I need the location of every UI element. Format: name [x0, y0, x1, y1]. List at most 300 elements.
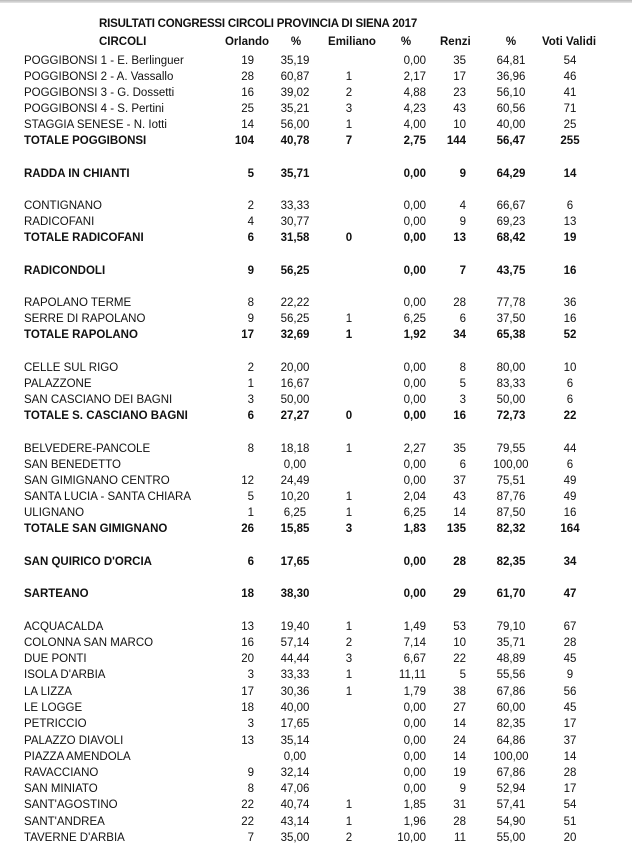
cell-emiliano-pct: 0,00 [403, 168, 426, 180]
cell-circolo: PALAZZO DIAVOLI [24, 735, 124, 747]
cell-circolo: TAVERNE D'ARBIA [24, 832, 125, 844]
cell-renzi: 144 [446, 135, 466, 147]
cell-voti-validi: 49 [563, 491, 577, 503]
cell-circolo: BELVEDERE-PANCOLE [24, 443, 151, 455]
cell-orlando: 8 [247, 297, 254, 309]
cell-renzi-pct: 52,94 [496, 783, 526, 795]
cell-renzi-pct: 79,10 [496, 621, 526, 633]
cell-circolo: RAPOLANO TERME [24, 297, 132, 309]
cell-orlando: 17 [241, 686, 254, 698]
cell-emiliano-pct: 0,00 [403, 232, 426, 244]
cell-renzi: 28 [453, 556, 466, 568]
cell-voti-validi: 6 [566, 200, 574, 212]
cell-emiliano: 1 [345, 507, 353, 519]
header-orlando: Orlando [224, 36, 270, 48]
cell-orlando-pct: 35,14 [280, 735, 310, 747]
cell-circolo: LA LIZZA [24, 686, 72, 698]
cell-emiliano: 1 [345, 799, 353, 811]
cell-orlando-pct: 57,14 [280, 637, 310, 649]
cell-renzi-pct: 100,00 [493, 459, 529, 471]
cell-voti-validi: 6 [566, 394, 574, 406]
table-row [0, 651, 632, 667]
cell-emiliano-pct: 4,88 [403, 87, 426, 99]
cell-circolo: CELLE SUL RIGO [24, 362, 119, 374]
cell-emiliano: 2 [345, 87, 353, 99]
cell-orlando-pct: 15,85 [280, 523, 310, 535]
cell-circolo: SANTA LUCIA - SANTA CHIARA [24, 491, 192, 503]
cell-renzi: 10 [453, 637, 466, 649]
cell-emiliano: 3 [345, 653, 353, 665]
cell-emiliano: 1 [345, 71, 353, 83]
table-row [0, 198, 632, 214]
cell-emiliano: 1 [345, 329, 353, 341]
table-row [0, 473, 632, 489]
table-row [0, 749, 632, 765]
cell-orlando: 19 [241, 55, 254, 67]
cell-voti-validi: 17 [563, 783, 577, 795]
table-row-total [0, 554, 632, 570]
cell-emiliano-pct: 4,23 [403, 103, 426, 115]
cell-emiliano: 1 [345, 491, 353, 503]
cell-voti-validi: 54 [563, 55, 577, 67]
cell-renzi: 3 [459, 394, 466, 406]
cell-circolo: LE LOGGE [24, 702, 83, 714]
cell-renzi: 14 [453, 718, 466, 730]
cell-emiliano: 3 [345, 523, 353, 535]
cell-orlando: 9 [247, 265, 254, 277]
cell-voti-validi: 45 [563, 702, 577, 714]
table-row [0, 765, 632, 781]
cell-emiliano-pct: 1,49 [403, 621, 426, 633]
cell-orlando-pct: 30,36 [280, 686, 310, 698]
cell-emiliano-pct: 0,00 [403, 702, 426, 714]
cell-orlando-pct: 60,87 [280, 71, 310, 83]
cell-orlando: 4 [247, 216, 254, 228]
cell-emiliano-pct: 7,14 [403, 637, 426, 649]
cell-circolo: ISOLA D'ARBIA [24, 669, 106, 681]
table-row-total [0, 521, 632, 537]
cell-circolo: TOTALE RAPOLANO [24, 329, 138, 341]
table-row [0, 457, 632, 473]
cell-orlando-pct: 38,30 [280, 588, 310, 600]
cell-renzi: 35 [453, 55, 466, 67]
table-row [0, 360, 632, 376]
cell-circolo: SAN BENEDETTO [24, 459, 121, 471]
cell-emiliano-pct: 0,00 [403, 588, 426, 600]
cell-renzi-pct: 77,78 [496, 297, 526, 309]
cell-circolo: TOTALE POGGIBONSI [24, 135, 147, 147]
cell-renzi-pct: 100,00 [493, 751, 529, 763]
cell-orlando-pct: 17,65 [280, 718, 310, 730]
cell-renzi: 27 [453, 702, 466, 714]
cell-orlando: 5 [247, 168, 254, 180]
cell-orlando-pct: 6,25 [283, 507, 307, 519]
cell-orlando: 8 [247, 443, 254, 455]
cell-renzi: 19 [453, 767, 466, 779]
cell-renzi: 43 [453, 491, 466, 503]
cell-renzi: 11 [454, 832, 466, 844]
table-row-total [0, 230, 632, 246]
cell-orlando-pct: 22,22 [280, 297, 310, 309]
table-row [0, 69, 632, 85]
cell-circolo: TOTALE RADICOFANI [24, 232, 144, 244]
cell-orlando-pct: 40,00 [280, 702, 310, 714]
cell-orlando: 7 [247, 832, 254, 844]
cell-orlando-pct: 39,02 [280, 87, 310, 99]
table-row [0, 214, 632, 230]
cell-orlando-pct: 40,78 [280, 135, 310, 147]
cell-renzi: 7 [459, 265, 466, 277]
cell-emiliano: 1 [345, 443, 353, 455]
cell-renzi-pct: 55,56 [496, 669, 526, 681]
cell-emiliano-pct: 0,00 [403, 718, 426, 730]
cell-emiliano-pct: 0,00 [403, 297, 426, 309]
cell-circolo: POGGIBONSI 3 - G. Dossetti [24, 87, 175, 99]
cell-renzi: 38 [453, 686, 466, 698]
cell-emiliano-pct: 6,67 [403, 653, 426, 665]
cell-orlando-pct: 30,77 [280, 216, 310, 228]
cell-voti-validi: 13 [563, 216, 577, 228]
table-row [0, 667, 632, 683]
cell-emiliano-pct: 2,75 [403, 135, 426, 147]
cell-renzi-pct: 72,73 [496, 410, 526, 422]
cell-voti-validi: 14 [563, 168, 577, 180]
cell-circolo: SERRE DI RAPOLANO [24, 313, 146, 325]
cell-emiliano-pct: 0,00 [403, 475, 426, 487]
cell-renzi-pct: 56,10 [496, 87, 526, 99]
cell-orlando-pct: 56,25 [280, 265, 310, 277]
cell-emiliano-pct: 0,00 [403, 394, 426, 406]
cell-emiliano-pct: 0,00 [403, 410, 426, 422]
cell-renzi-pct: 83,33 [496, 378, 526, 390]
cell-orlando-pct: 31,58 [280, 232, 310, 244]
table-row [0, 635, 632, 651]
table-row [0, 311, 632, 327]
table-row-total [0, 166, 632, 182]
cell-emiliano-pct: 0,00 [403, 767, 426, 779]
cell-renzi-pct: 82,35 [496, 718, 526, 730]
cell-renzi-pct: 60,56 [496, 103, 526, 115]
cell-circolo: RADDA IN CHIANTI [24, 168, 130, 180]
cell-circolo: PETRICCIO [24, 718, 87, 730]
cell-emiliano-pct: 6,25 [403, 313, 426, 325]
cell-voti-validi: 6 [566, 459, 574, 471]
table-row [0, 117, 632, 133]
cell-voti-validi: 37 [563, 735, 577, 747]
cell-circolo: SAN CASCIANO DEI BAGNI [24, 394, 173, 406]
table-row-total [0, 586, 632, 602]
cell-renzi: 22 [453, 653, 466, 665]
cell-voti-validi: 164 [560, 523, 580, 535]
cell-renzi: 135 [446, 523, 466, 535]
cell-emiliano: 2 [345, 637, 353, 649]
cell-orlando-pct: 35,21 [280, 103, 310, 115]
cell-emiliano-pct: 2,17 [403, 71, 426, 83]
cell-orlando: 9 [247, 767, 254, 779]
cell-orlando-pct: 47,06 [280, 783, 310, 795]
cell-emiliano-pct: 0,00 [403, 378, 426, 390]
cell-renzi-pct: 87,50 [496, 507, 526, 519]
header-orlando-pct: % [290, 36, 302, 48]
cell-renzi-pct: 64,29 [496, 168, 526, 180]
cell-voti-validi: 56 [563, 686, 577, 698]
cell-circolo: PALAZZONE [24, 378, 92, 390]
table-row [0, 295, 632, 311]
cell-emiliano-pct: 10,00 [397, 832, 426, 844]
cell-orlando-pct: 40,74 [280, 799, 310, 811]
cell-circolo: RAVACCIANO [24, 767, 99, 779]
table-row [0, 505, 632, 521]
cell-emiliano-pct: 0,00 [403, 735, 426, 747]
cell-renzi-pct: 64,86 [496, 735, 526, 747]
cell-voti-validi: 46 [563, 71, 577, 83]
cell-orlando: 2 [247, 200, 254, 212]
cell-circolo: PIAZZA AMENDOLA [24, 751, 131, 763]
cell-circolo: POGGIBONSI 2 - A. Vassallo [24, 71, 174, 83]
cell-orlando-pct: 17,65 [280, 556, 310, 568]
cell-orlando-pct: 18,18 [280, 443, 310, 455]
cell-renzi-pct: 61,70 [496, 588, 526, 600]
cell-orlando-pct: 33,33 [280, 669, 310, 681]
cell-emiliano: 2 [345, 832, 353, 844]
cell-voti-validi: 22 [563, 410, 577, 422]
cell-renzi-pct: 56,47 [496, 135, 526, 147]
cell-emiliano: 0 [345, 232, 353, 244]
cell-orlando: 6 [247, 556, 254, 568]
cell-orlando: 18 [241, 702, 254, 714]
cell-renzi-pct: 87,76 [496, 491, 526, 503]
table-row-total [0, 327, 632, 343]
cell-renzi: 14 [453, 507, 466, 519]
document-title: RISULTATI CONGRESSI CIRCOLI PROVINCIA DI SIENA 2017 [99, 18, 418, 30]
cell-renzi-pct: 43,75 [496, 265, 526, 277]
table-row [0, 441, 632, 457]
cell-renzi-pct: 80,00 [496, 362, 526, 374]
table-row [0, 489, 632, 505]
cell-voti-validi: 34 [563, 556, 577, 568]
cell-renzi: 9 [459, 216, 466, 228]
cell-orlando-pct: 27,27 [280, 410, 310, 422]
table-row [0, 781, 632, 797]
cell-voti-validi: 16 [563, 507, 577, 519]
cell-emiliano-pct: 0,00 [403, 751, 426, 763]
cell-renzi: 17 [453, 71, 466, 83]
cell-renzi-pct: 69,23 [496, 216, 526, 228]
cell-voti-validi: 67 [563, 621, 577, 633]
table-row [0, 814, 632, 830]
cell-orlando-pct: 35,71 [280, 168, 310, 180]
cell-emiliano-pct: 11,11 [398, 669, 426, 681]
cell-renzi: 28 [453, 297, 466, 309]
cell-emiliano-pct: 1,83 [403, 523, 426, 535]
cell-circolo: DUE PONTI [24, 653, 87, 665]
cell-emiliano-pct: 1,85 [403, 799, 426, 811]
cell-orlando-pct: 24,49 [280, 475, 310, 487]
cell-circolo: POGGIBONSI 1 - E. Berlinguer [24, 55, 184, 67]
cell-orlando-pct: 32,69 [280, 329, 310, 341]
cell-voti-validi: 28 [563, 767, 577, 779]
cell-emiliano-pct: 1,92 [403, 329, 426, 341]
cell-orlando: 6 [247, 232, 254, 244]
cell-orlando: 20 [241, 653, 254, 665]
cell-voti-validi: 255 [560, 135, 580, 147]
cell-emiliano-pct: 2,04 [403, 491, 426, 503]
cell-emiliano: 0 [345, 410, 353, 422]
cell-voti-validi: 10 [563, 362, 577, 374]
cell-voti-validi: 16 [563, 313, 577, 325]
cell-orlando-pct: 35,19 [280, 55, 310, 67]
cell-voti-validi: 20 [563, 832, 577, 844]
cell-emiliano-pct: 1,79 [403, 686, 426, 698]
cell-renzi-pct: 64,81 [496, 55, 526, 67]
cell-orlando-pct: 0,00 [283, 751, 307, 763]
cell-renzi-pct: 82,35 [496, 556, 526, 568]
cell-orlando: 17 [241, 329, 254, 341]
header-emiliano-pct: % [400, 36, 412, 48]
cell-orlando: 104 [234, 135, 254, 147]
cell-circolo: POGGIBONSI 4 - S. Pertini [24, 103, 164, 115]
cell-orlando-pct: 16,67 [280, 378, 310, 390]
cell-orlando-pct: 43,14 [280, 816, 310, 828]
cell-renzi: 43 [453, 103, 466, 115]
cell-emiliano-pct: 0,00 [403, 362, 426, 374]
cell-emiliano-pct: 4,00 [403, 119, 426, 131]
cell-emiliano: 1 [345, 621, 353, 633]
cell-renzi: 37 [453, 475, 466, 487]
cell-renzi: 34 [453, 329, 466, 341]
cell-renzi-pct: 75,51 [496, 475, 526, 487]
cell-renzi-pct: 67,86 [496, 767, 526, 779]
cell-orlando-pct: 35,00 [280, 832, 310, 844]
cell-orlando: 22 [241, 799, 254, 811]
cell-voti-validi: 45 [563, 653, 577, 665]
cell-voti-validi: 52 [563, 329, 577, 341]
table-row [0, 53, 632, 69]
cell-renzi: 28 [453, 816, 466, 828]
cell-orlando: 22 [241, 816, 254, 828]
cell-orlando: 13 [241, 621, 254, 633]
cell-voti-validi: 54 [563, 799, 577, 811]
cell-orlando: 26 [241, 523, 254, 535]
cell-circolo: SAN QUIRICO D'ORCIA [24, 556, 152, 568]
cell-orlando: 3 [247, 394, 254, 406]
header-renzi: Renzi [440, 36, 471, 48]
cell-renzi: 9 [459, 783, 466, 795]
table-row [0, 733, 632, 749]
cell-voti-validi: 28 [563, 637, 577, 649]
cell-circolo: COLONNA SAN MARCO [24, 637, 154, 649]
cell-voti-validi: 14 [563, 751, 577, 763]
table-row [0, 619, 632, 635]
cell-renzi: 6 [459, 459, 466, 471]
cell-circolo: SANT'ANDREA [24, 816, 105, 828]
cell-voti-validi: 17 [563, 718, 577, 730]
cell-circolo: TOTALE S. CASCIANO BAGNI [24, 410, 188, 422]
header-circoli: CIRCOLI [99, 36, 147, 48]
cell-renzi: 4 [459, 200, 466, 212]
cell-circolo: SANT'AGOSTINO [24, 799, 118, 811]
cell-renzi: 35 [453, 443, 466, 455]
cell-emiliano: 1 [345, 119, 353, 131]
cell-orlando-pct: 0,00 [283, 459, 307, 471]
cell-orlando-pct: 20,00 [280, 362, 310, 374]
cell-circolo: TOTALE SAN GIMIGNANO [24, 523, 168, 535]
cell-renzi: 5 [459, 378, 466, 390]
cell-emiliano-pct: 0,00 [403, 783, 426, 795]
cell-orlando: 14 [241, 119, 254, 131]
cell-orlando: 3 [247, 718, 254, 730]
cell-emiliano: 1 [345, 669, 353, 681]
header-emiliano: Emiliano [328, 36, 376, 48]
cell-orlando-pct: 44,44 [280, 653, 310, 665]
cell-orlando: 8 [247, 783, 254, 795]
cell-renzi: 6 [459, 313, 466, 325]
table-row [0, 797, 632, 813]
cell-circolo: SAN GIMIGNANO CENTRO [24, 475, 170, 487]
cell-orlando: 9 [247, 313, 254, 325]
header-voti-validi: Voti Validi [541, 36, 597, 48]
cell-orlando-pct: 10,20 [280, 491, 310, 503]
cell-renzi-pct: 37,50 [496, 313, 526, 325]
cell-orlando: 13 [241, 735, 254, 747]
cell-orlando: 28 [241, 71, 254, 83]
cell-renzi: 9 [459, 168, 466, 180]
cell-emiliano-pct: 2,27 [403, 443, 426, 455]
table-row [0, 830, 632, 846]
cell-emiliano: 1 [345, 816, 353, 828]
cell-renzi: 14 [453, 751, 466, 763]
cell-renzi: 8 [459, 362, 466, 374]
cell-orlando: 6 [247, 410, 254, 422]
cell-circolo: RADICONDOLI [24, 265, 106, 277]
cell-renzi: 29 [453, 588, 466, 600]
cell-renzi-pct: 40,00 [496, 119, 526, 131]
header-renzi-pct: % [505, 36, 517, 48]
cell-circolo: STAGGIA SENESE - N. Iotti [24, 119, 167, 131]
cell-renzi: 10 [453, 119, 466, 131]
cell-voti-validi: 16 [563, 265, 577, 277]
table-row [0, 716, 632, 732]
cell-renzi: 16 [453, 410, 466, 422]
table-row [0, 376, 632, 392]
cell-renzi-pct: 68,42 [496, 232, 526, 244]
cell-renzi-pct: 36,96 [496, 71, 526, 83]
cell-voti-validi: 36 [563, 297, 577, 309]
cell-renzi-pct: 54,90 [496, 816, 526, 828]
cell-voti-validi: 25 [563, 119, 577, 131]
cell-orlando-pct: 50,00 [280, 394, 310, 406]
cell-renzi-pct: 79,55 [496, 443, 526, 455]
cell-renzi-pct: 66,67 [496, 200, 526, 212]
cell-orlando: 1 [247, 378, 254, 390]
cell-voti-validi: 6 [566, 378, 574, 390]
cell-voti-validi: 44 [563, 443, 577, 455]
cell-voti-validi: 49 [563, 475, 577, 487]
cell-orlando: 18 [241, 588, 254, 600]
cell-circolo: ULIGNANO [24, 507, 85, 519]
cell-voti-validi: 41 [563, 87, 577, 99]
cell-voti-validi: 19 [563, 232, 577, 244]
cell-emiliano: 3 [345, 103, 353, 115]
cell-orlando-pct: 33,33 [280, 200, 310, 212]
cell-renzi: 24 [453, 735, 466, 747]
cell-voti-validi: 47 [563, 588, 577, 600]
window-top-border [0, 0, 632, 3]
cell-emiliano-pct: 0,00 [403, 459, 426, 471]
cell-emiliano: 1 [345, 313, 353, 325]
cell-renzi: 5 [459, 669, 466, 681]
cell-renzi-pct: 35,71 [496, 637, 526, 649]
